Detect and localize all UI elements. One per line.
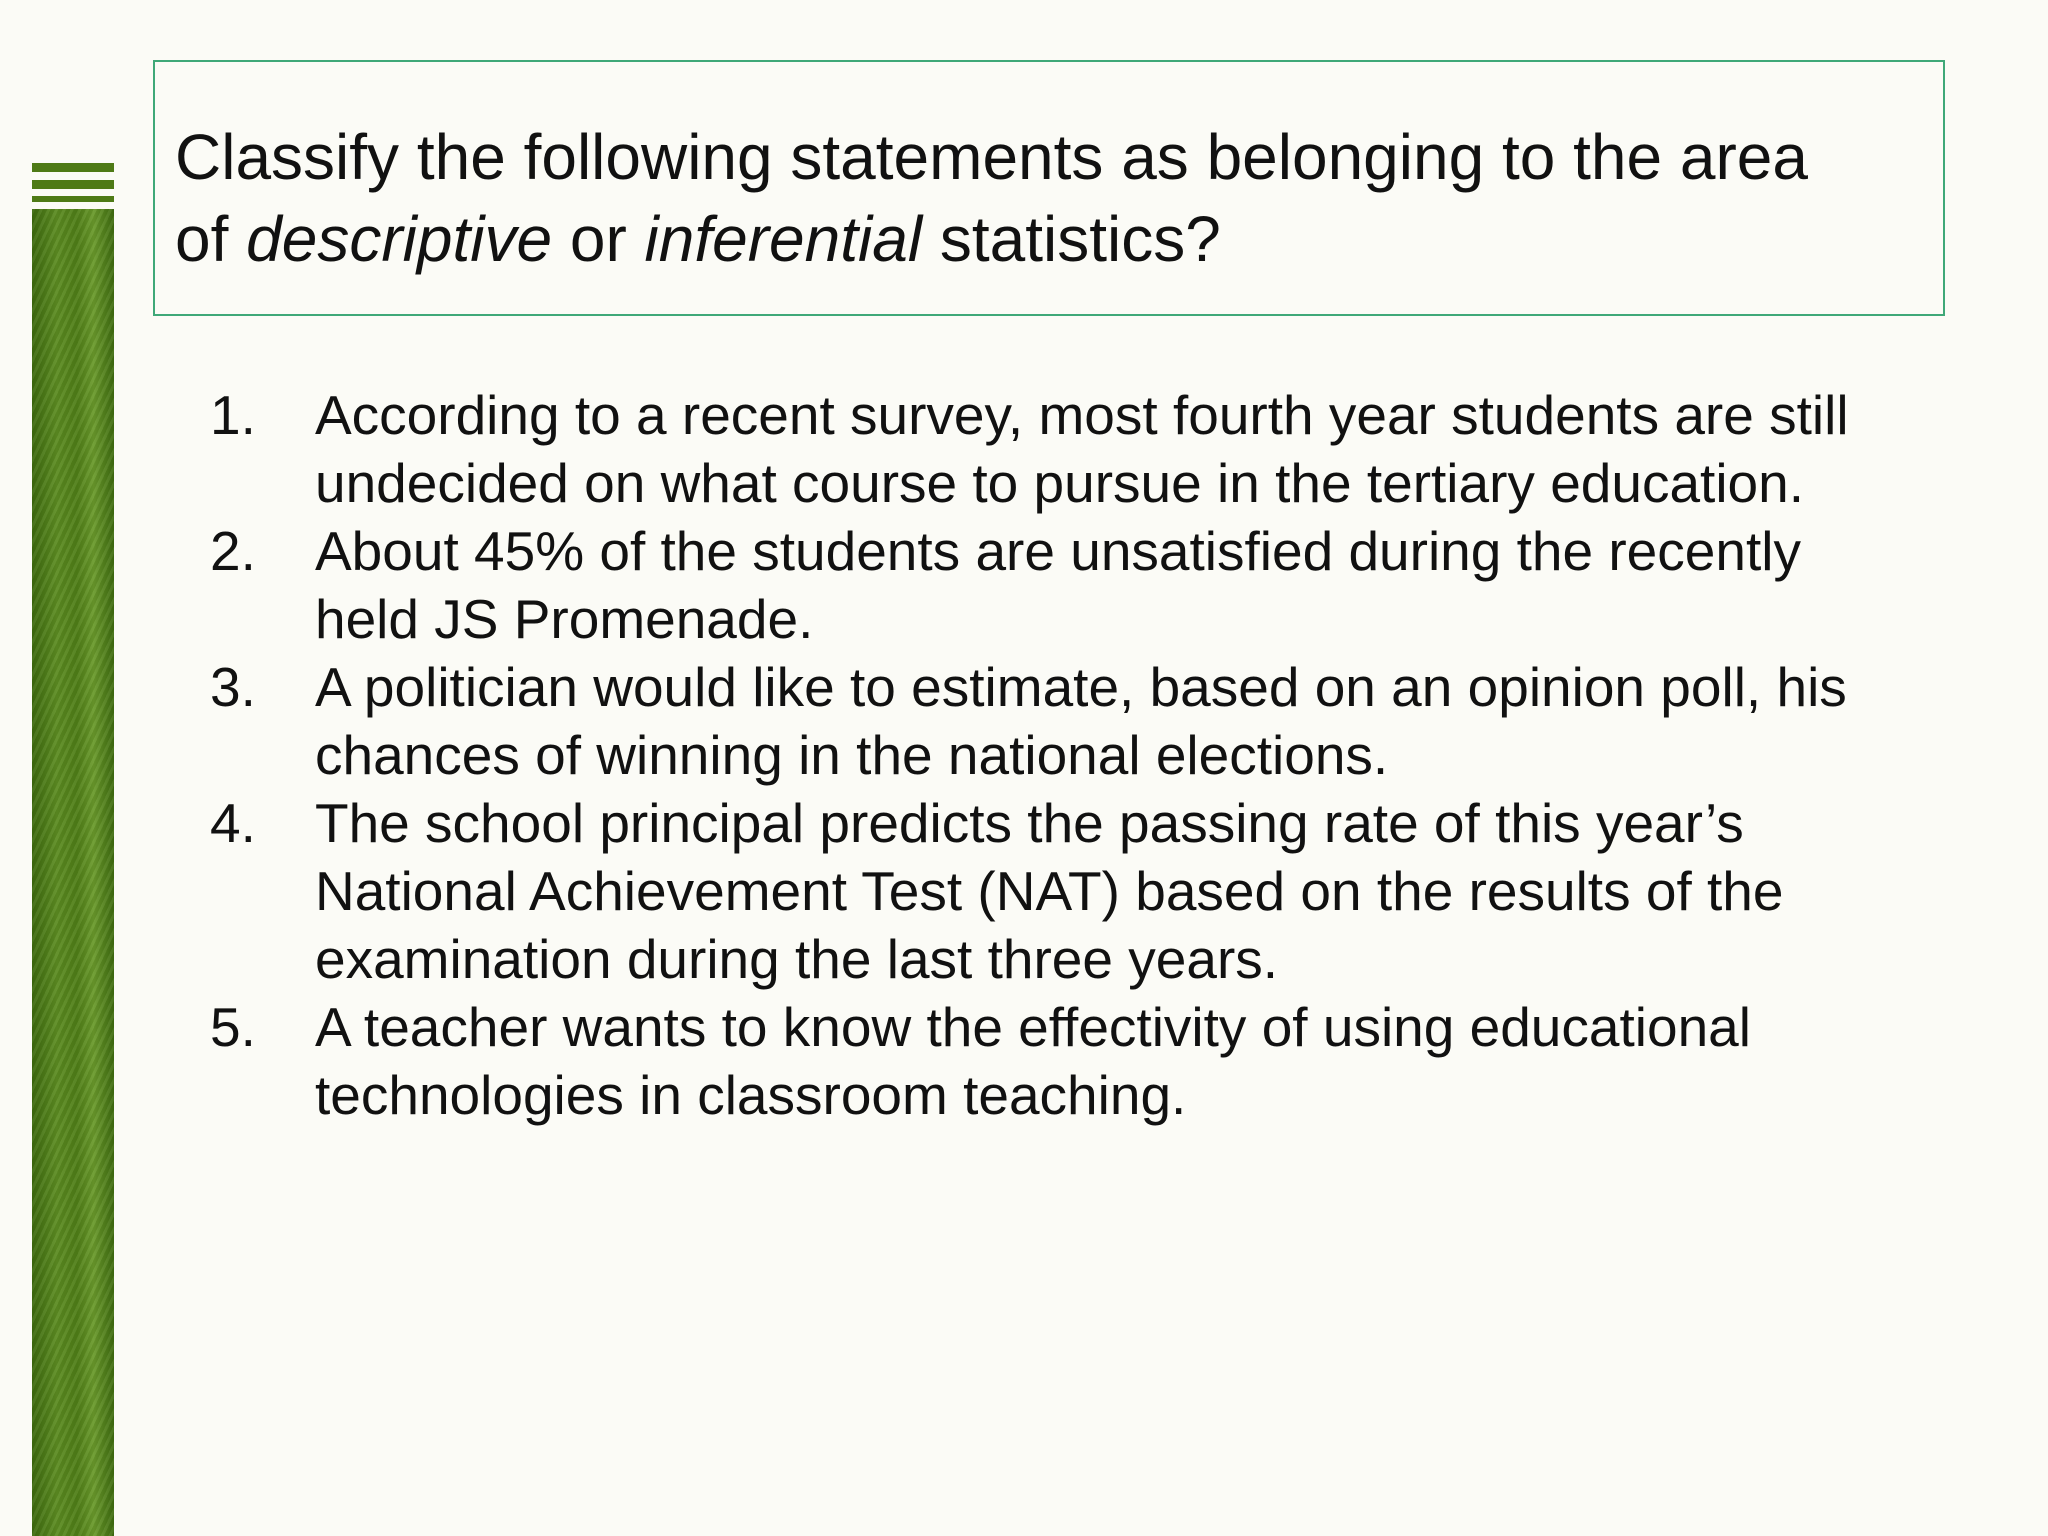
decorative-bar-bottom: [32, 196, 114, 202]
decorative-bar-top: [32, 163, 114, 172]
statement-text: A politician would like to estimate, based on an opinion poll, his chances of winning in the national elections.: [315, 656, 1847, 786]
statement-number: 1.: [210, 384, 256, 446]
title-term-inferential: inferential: [644, 203, 923, 275]
statement-text: According to a recent survey, most fourth year students are still undecided on what course to pursue in the tertiary education.: [315, 384, 1849, 514]
title-connector: or: [552, 203, 645, 275]
statement-number: 3.: [210, 656, 256, 718]
statement-item-1: [210, 381, 1910, 517]
title-line-2-prefix: of: [175, 203, 247, 275]
statement-number: 4.: [210, 792, 256, 854]
title-box: [153, 60, 1945, 316]
statement-text: About 45% of the students are unsatisfied during the recently held JS Promenade.: [315, 520, 1801, 650]
statement-text: The school principal predicts the passing rate of this year’s National Achievement Test (NAT) based on the results of the examination during the last three years.: [315, 792, 1784, 990]
statement-item-4: [210, 789, 1910, 993]
title-line-1: Classify the following statements as belonging to the area: [175, 121, 1808, 193]
decorative-green-stripe: [32, 209, 114, 1536]
statement-item-2: [210, 517, 1910, 653]
slide-title: [175, 116, 1935, 280]
statement-item-3: [210, 653, 1910, 789]
title-term-descriptive: descriptive: [246, 203, 553, 275]
title-line-2-suffix: statistics?: [922, 203, 1221, 275]
statement-list: [210, 381, 1910, 1129]
statement-text: A teacher wants to know the effectivity of using educational technologies in classroom teaching.: [315, 996, 1751, 1126]
statement-number: 2.: [210, 520, 256, 582]
statement-item-5: [210, 993, 1910, 1129]
statement-number: 5.: [210, 996, 256, 1058]
decorative-bar-middle: [32, 180, 114, 189]
